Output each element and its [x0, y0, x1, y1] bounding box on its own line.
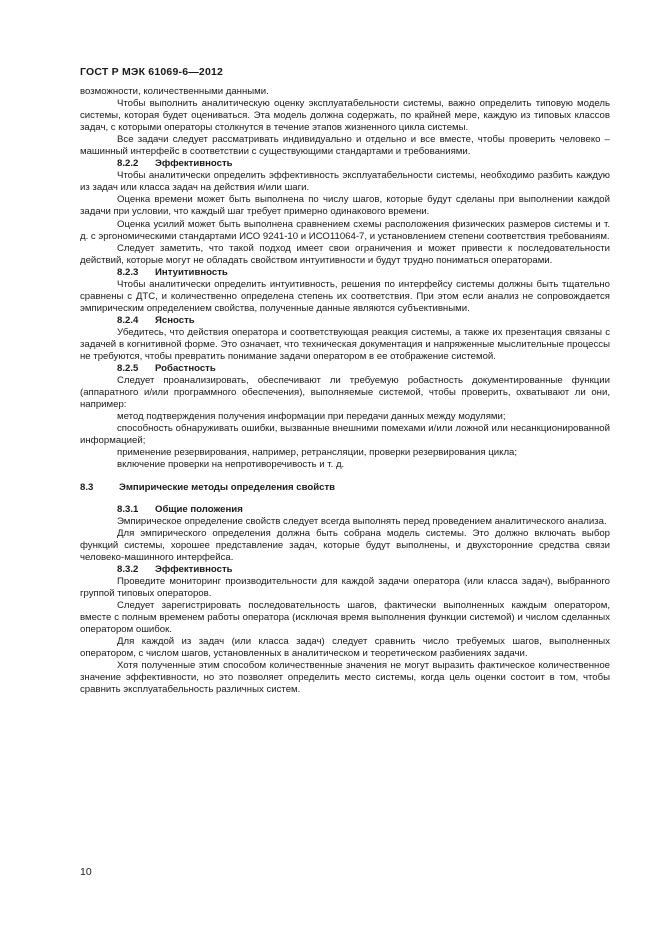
section-title: Общие положения	[155, 503, 243, 515]
section-heading-8-2-5	[80, 363, 610, 375]
list-item: включение проверки на непротиворечивость и т. д.	[117, 459, 345, 471]
section-heading-8-3-2	[80, 564, 610, 576]
paragraph: Хотя полученные этим способом количественные значения не могут выразить фактическое количественное значение эффективности, но это позволяет определить место системы, когда цель оценки состоит в том, чтобы сравнить эксплуатабельность различных систем.	[80, 660, 610, 696]
section-heading-8-2-4	[80, 315, 610, 327]
paragraph: Чтобы аналитически определить интуитивность, решения по интерфейсу системы должны быть тщательно сравнены с ДТС, и количественно определена степень их соответствия. При этом если анализ не сопровождается эмпирическим определением свойства, полученные данные являются субъективными.	[80, 278, 610, 314]
section-number: 8.3.2	[117, 563, 139, 575]
paragraph: возможности, количественными данными.	[80, 86, 269, 97]
paragraph: Для эмпирического определения должна быть собрана модель системы. Это должно включать выбор функций системы, хорошее представление задач, которые будут выполнены, и двухсторонние средства связи человеко-машинного интерфейса.	[80, 527, 610, 563]
section-heading-8-2-3	[80, 267, 610, 279]
section-number: 8.2.2	[117, 158, 139, 170]
paragraph: Чтобы выполнить аналитическую оценку эксплуатабельности системы, важно определить типовую модель системы, которая будет оцениваться. Эта модель должна содержать, по крайней мере, каждую из типовых классов задач, с которыми операторы столкнутся в течение этапов жизненного цикла системы.	[80, 98, 610, 134]
list-item: метод подтверждения получения информации при передачи данных между модулями;	[117, 411, 506, 423]
paragraph: Убедитесь, что действия оператора и соответствующая реакция системы, а также их презентация связаны с задачей в когнитивной форме. Это означает, что техническая документация и напряженные мыслительные процессы не требуются, чтобы превратить понимание задачи оператором в ее отображение системой.	[80, 326, 610, 363]
section-title: Эффективность	[155, 563, 233, 575]
section-title: Робастность	[155, 363, 216, 375]
paragraph: Следует проанализировать, обеспечивают ли требуемую робастность документированные функции (аппаратного и/или программного обеспечения), выполняемые системой, чтобы проверить, охватывают ли они, например:	[80, 375, 610, 411]
section-number: 8.3.1	[117, 503, 139, 515]
section-heading-8-3	[80, 482, 610, 494]
section-number: 8.3	[80, 481, 94, 493]
paragraph: Эмпирическое определение свойств следует всегда выполнять перед проведением аналитического анализа.	[117, 515, 607, 527]
section-title: Эффективность	[155, 158, 233, 170]
list-item: способность обнаруживать ошибки, вызванные внешними помехами и/или ложной или несанкционированной информацией;	[80, 423, 610, 447]
page-body	[80, 86, 610, 696]
paragraph: Оценка времени может быть выполнена по числу шагов, которые будут сделаны при выполнении каждой задачи при условии, что каждый шаг требует примерно одинакового времени.	[80, 194, 610, 218]
section-title: Ясность	[155, 314, 195, 326]
paragraph: Чтобы аналитически определить эффективность эксплуатабельности системы, необходимо разбить каждую из задач или класса задач на действия и/или шаги.	[80, 170, 610, 194]
paragraph: Следует заметить, что такой подход имеет свои ограничения и может привести к последовательности действий, которые могут не обладать свойством интуитивности и будут трудно пониматься операторами.	[80, 242, 610, 266]
paragraph: Для каждой из задач (или класса задач) следует сравнить число требуемых шагов, выполненных оператором, с числом шагов, установленных в аналитическом и теоретическом разбиениях задачи.	[80, 636, 610, 660]
section-heading-8-3-1	[80, 504, 610, 516]
section-number: 8.2.4	[117, 314, 139, 326]
section-number: 8.2.5	[117, 363, 139, 375]
section-heading-8-2-2	[80, 158, 610, 170]
list-item: применение резервирования, например, ретрансляции, проверки резервирования цикла;	[117, 447, 518, 459]
section-title: Эмпирические методы определения свойств	[119, 481, 336, 493]
paragraph: Проведите мониторинг производительности для каждой задачи оператора (или класса задач), выбранного группой типовых операторов.	[80, 575, 610, 599]
page-header: ГОСТ Р МЭК 61069-6—2012	[80, 66, 224, 78]
paragraph: Все задачи следует рассматривать индивидуально и отдельно и все вместе, чтобы проверить человеко – машинный интерфейс в соответствии с существующими стандартами и требованиями.	[80, 134, 610, 158]
page-number: 10	[80, 866, 92, 878]
paragraph: Оценка усилий может быть выполнена сравнением схемы расположения физических размеров системы и т. д. с эргономическими стандартами ИСО 9241-10 и ИСО11064-7, и установлением степени соответствия требованиям.	[80, 218, 610, 242]
section-title: Интуитивность	[155, 266, 228, 278]
paragraph: Следует зарегистрировать последовательность шагов, фактически выполненных каждым оператором, вместе с полным временем работы оператора (исключая время выполнения функции системой) и числом сделанных оператором ошибок.	[80, 599, 610, 636]
section-number: 8.2.3	[117, 266, 139, 278]
